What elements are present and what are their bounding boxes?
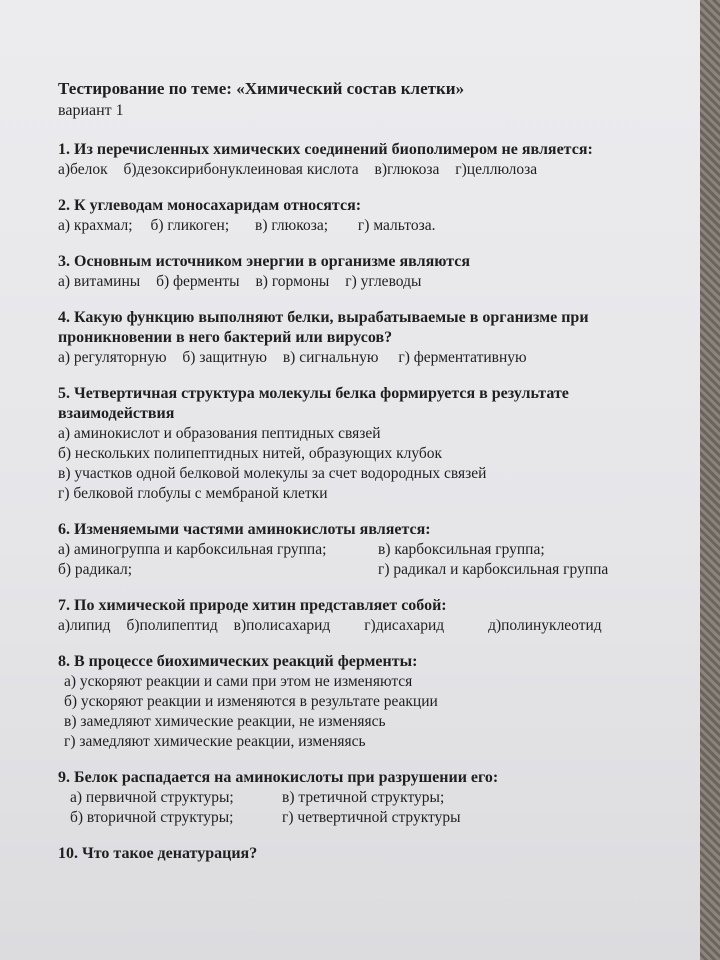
options-row bbox=[58, 160, 688, 180]
question-4 bbox=[58, 308, 688, 368]
option-b: б) гликоген; bbox=[150, 217, 230, 234]
option-b: б) ферменты bbox=[156, 273, 240, 290]
question-text: 2. К углеводам моносахаридам относятся: bbox=[58, 197, 362, 214]
question-9 bbox=[58, 768, 688, 828]
option-a: а) витамины bbox=[58, 273, 141, 290]
option-c: в)глюкоза bbox=[374, 161, 440, 178]
question-text: 6. Изменяемыми частями аминокислоты является: bbox=[58, 521, 431, 538]
question-7 bbox=[58, 596, 688, 636]
question-2 bbox=[58, 196, 688, 236]
question-8 bbox=[58, 652, 688, 752]
option-a: а) первичной структуры; bbox=[70, 789, 234, 806]
options-grid bbox=[58, 788, 688, 828]
option-a: а)белок bbox=[58, 161, 108, 178]
option-d: г) углеводы bbox=[345, 273, 422, 290]
background-surface bbox=[700, 0, 720, 960]
question-10 bbox=[58, 844, 688, 864]
question-6 bbox=[58, 520, 688, 580]
question-text: 10. Что такое денатурация? bbox=[58, 845, 258, 862]
document-title: Тестирование по теме: «Химический состав клетки» bbox=[58, 79, 465, 98]
option-a: а)липид bbox=[58, 617, 111, 634]
option-d: г) мальтоза. bbox=[357, 217, 436, 234]
option-d: г) ферментативную bbox=[398, 349, 527, 366]
option-c: в) третичной структуры; bbox=[282, 789, 445, 806]
option-e: д)полинуклеотид bbox=[488, 617, 602, 634]
option-a: а) крахмал; bbox=[58, 217, 133, 234]
question-3 bbox=[58, 252, 688, 292]
options-row bbox=[58, 348, 688, 368]
question-text: 7. По химической природе хитин представляет собой: bbox=[58, 597, 447, 614]
option-d: г)дисахарид bbox=[364, 617, 445, 634]
question-text: 4. Какую функцию выполняют белки, вырабатываемые в организме при проникновении в него бактерий или вирусов? bbox=[58, 309, 589, 346]
option-b: б) защитную bbox=[182, 349, 267, 366]
test-document bbox=[58, 78, 688, 880]
option-b: б) ускоряют реакции и изменяются в результате реакции bbox=[64, 693, 438, 710]
option-a: а) ускоряют реакции и сами при этом не изменяются bbox=[64, 673, 413, 690]
option-b: б) радикал; bbox=[58, 561, 133, 578]
options-row bbox=[58, 216, 688, 236]
options-row bbox=[58, 272, 688, 292]
option-c: в) гормоны bbox=[255, 273, 330, 290]
question-5 bbox=[58, 384, 688, 504]
question-text: 9. Белок распадается на аминокислоты при разрушении его: bbox=[58, 769, 499, 786]
option-d: г)целлюлоза bbox=[455, 161, 538, 178]
option-c: в) замедляют химические реакции, не изменяясь bbox=[64, 713, 386, 730]
option-b: б) вторичной структуры; bbox=[70, 809, 234, 826]
option-d: г) четвертичной структуры bbox=[282, 809, 461, 826]
option-d: г) белковой глобулы с мембраной клетки bbox=[58, 485, 328, 502]
question-text: 1. Из перечисленных химических соединений биополимером не является: bbox=[58, 141, 593, 158]
option-c: в) глюкоза; bbox=[255, 217, 329, 234]
option-c: в) карбоксильная группа; bbox=[378, 541, 545, 558]
variant-label: вариант 1 bbox=[58, 102, 124, 119]
question-text: 5. Четвертичная структура молекулы белка формируется в результате взаимодействия bbox=[58, 385, 569, 422]
question-text: 3. Основным источником энергии в организме являются bbox=[58, 253, 471, 270]
option-c: в)полисахарид bbox=[233, 617, 331, 634]
option-d: г) радикал и карбоксильная группа bbox=[378, 561, 609, 578]
option-a: а) регуляторную bbox=[58, 349, 167, 366]
options-grid bbox=[58, 540, 688, 580]
option-b: б)дезоксирибонуклеиновая кислота bbox=[123, 161, 359, 178]
option-c: в) участков одной белковой молекулы за счет водородных связей bbox=[58, 465, 487, 482]
option-a: а) аминокислот и образования пептидных связей bbox=[58, 425, 381, 442]
option-b: б)полипептид bbox=[126, 617, 218, 634]
option-c: в) сигнальную bbox=[282, 349, 379, 366]
option-a: а) аминогруппа и карбоксильная группа; bbox=[58, 541, 327, 558]
option-d: г) замедляют химические реакции, изменяясь bbox=[64, 733, 366, 750]
question-1 bbox=[58, 140, 688, 180]
options-row bbox=[58, 616, 688, 636]
question-text: 8. В процессе биохимических реакций ферменты: bbox=[58, 653, 418, 670]
option-b: б) нескольких полипептидных нитей, образующих клубок bbox=[58, 445, 443, 462]
